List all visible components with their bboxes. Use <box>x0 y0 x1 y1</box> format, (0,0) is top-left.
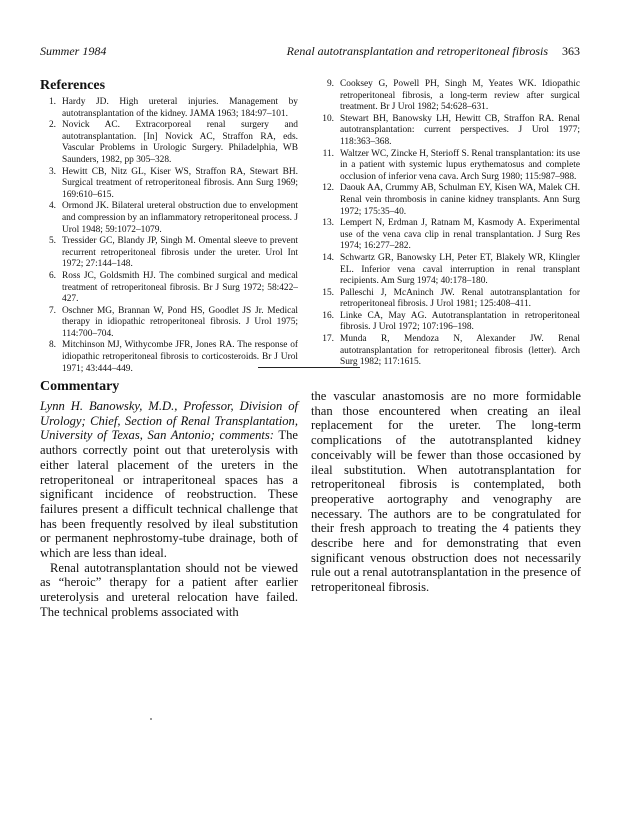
references-heading: References <box>40 78 106 93</box>
reference-item: 5. Tressider GC, Blandy JP, Singh M. Omental sleeve to prevent recurrent retroperitoneal fibrosis under the ureter. Urol Int 1972; 27:144–148. <box>48 236 298 270</box>
reference-item: 16. Linke CA, May AG. Autotransplantation in retroperitoneal fibrosis. J Urol 1972; 107:196–198. <box>322 310 580 333</box>
reference-item: 10. Stewart BH, Banowsky LH, Hewitt CB, Straffon RA. Renal autotransplantation: current perspectives. J Urol 1977; 118:363–368. <box>322 113 580 147</box>
reference-item: 2. Novick AC. Extracorporeal renal surgery and autotransplantation. [In] Novick AC, Straffon RA, eds. Vascular Problems in Urologic Surgery. Philadelphia, WB Saunders, 1982, pp 305–328. <box>48 120 298 165</box>
commentary-paragraph: Lynn H. Banowsky, M.D., Professor, Division of Urology; Chief, Section of Renal Transplantation, University of Texas, San Antonio; comments: The authors correctly point out that ureterolysis with either lateral placement of the ureters in the retroperitoneal or intraperitoneal spaces has a significant incidence of reobstruction. These failures present a difficult technical challenge that has been frequently resolved by ileal substitution or permanent nephrostomy-tube drainage, both of which are less than ideal. <box>40 399 298 561</box>
reference-item: 4. Ormond JK. Bilateral ureteral obstruction due to envelopment and compression by an inflammatory retroperitoneal process. J Urol 1948; 59:1072–1079. <box>48 201 298 235</box>
running-header <box>40 44 580 60</box>
commentary-column-left <box>40 399 298 620</box>
references-column-right <box>318 79 580 369</box>
commentary-heading: Commentary <box>40 379 120 394</box>
commentator-byline: Lynn H. Banowsky, M.D., Professor, Division of Urology; Chief, Section of Renal Transplantation, University of Texas, San Antonio; comments: <box>40 399 298 443</box>
reference-item: 15. Palleschi J, McAninch JW. Renal autotransplantation for retroperitoneal fibrosis. J Urol 1981; 125:408–411. <box>322 287 580 310</box>
page-number: 363 <box>562 44 580 58</box>
section-divider <box>258 367 360 368</box>
reference-item: 1. Hardy JD. High ureteral injuries. Management by autotransplantation of the kidney. JAMA 1963; 184:97–101. <box>48 97 298 119</box>
reference-item: 14. Schwartz GR, Banowsky LH, Peter ET, Blakely WR, Klingler EL. Inferior vena caval interruption in renal transplant recipients. Am Surg 1974; 40:178–180. <box>322 252 580 287</box>
commentary-paragraph: Renal autotransplantation should not be viewed as “heroic” therapy for a patient after earlier ureterolysis and ureteral relocation have failed. The technical problems associated with <box>40 560 298 619</box>
scan-speck <box>150 718 152 720</box>
reference-item: 9. Cooksey G, Powell PH, Singh M, Yeates WK. Idiopathic retroperitoneal fibrosis, a long-term review after surgical treatment. Br J Urol 1982; 54:628–631. <box>326 79 580 113</box>
article-short-title: Renal autotransplantation and retroperitoneal fibrosis <box>286 44 548 58</box>
references-column-left <box>40 97 298 375</box>
reference-item: 11. Waltzer WC, Zincke H, Sterioff S. Renal transplantation: its use in a patient with systemic lupus erythematosus and complete occlusion of inferior vena cava. Arch Surg 1980; 115:987–988. <box>322 148 580 182</box>
reference-item: 7. Oschner MG, Brannan W, Pond HS, Goodlet JS Jr. Medical therapy in idiopathic retroperitoneal fibrosis. J Urol 1975; 114:700–704. <box>48 305 298 339</box>
running-title <box>287 44 580 59</box>
reference-item: 6. Ross JC, Goldsmith HJ. The combined surgical and medical treatment of retroperitoneal fibrosis. Br J Surg 1972; 58:422–427. <box>48 270 298 305</box>
commentary-paragraph: the vascular anastomosis are no more formidable than those encountered when creating an ileal replacement for the ureter. The long-term complications of the autotransplanted kidney conceivably will be fewer than those occasioned by ileal substitution. When autotransplantation for retroperitoneal fibrosis is contemplated, both preoperative aortography and venography are necessary. The authors are to be congratulated for their fresh approach to treating the 4 patients they describe here and for demonstrating that even significant venous obstruction does not necessarily rule out a renal autotransplantation in the presence of retroperitoneal fibrosis. <box>311 389 581 595</box>
reference-item: 17. Munda R, Mendoza N, Alexander JW. Renal autotransplantation for retroperitoneal fibrosis (letter). Arch Surg 1982; 117:1615. <box>322 334 580 368</box>
reference-item: 12. Daouk AA, Crummy AB, Schulman EY, Kisen WA, Malek CH. Renal vein thrombosis in canine kidney transplants. Ann Surg 1972; 175:35–40. <box>322 183 580 217</box>
reference-item: 13. Lempert N, Erdman J, Ratnam M, Kasmody A. Experimental use of the vena cava clip in renal transplantation. J Surg Res 1974; 16:277–282. <box>322 218 580 252</box>
journal-issue: Summer 1984 <box>40 44 107 58</box>
commentary-column-right <box>311 389 581 595</box>
reference-item: 3. Hewitt CB, Nitz GL, Kiser WS, Straffon RA, Stewart BH. Surgical treatment of retroperitoneal fibrosis. Ann Surg 1969; 169:610–615. <box>48 166 298 200</box>
reference-item: 8. Mitchinson MJ, Withycombe JFR, Jones RA. The response of idiopathic retroperitoneal fibrosis to corticosteroids. Br J Urol 1971; 43:444–449. <box>48 340 298 374</box>
